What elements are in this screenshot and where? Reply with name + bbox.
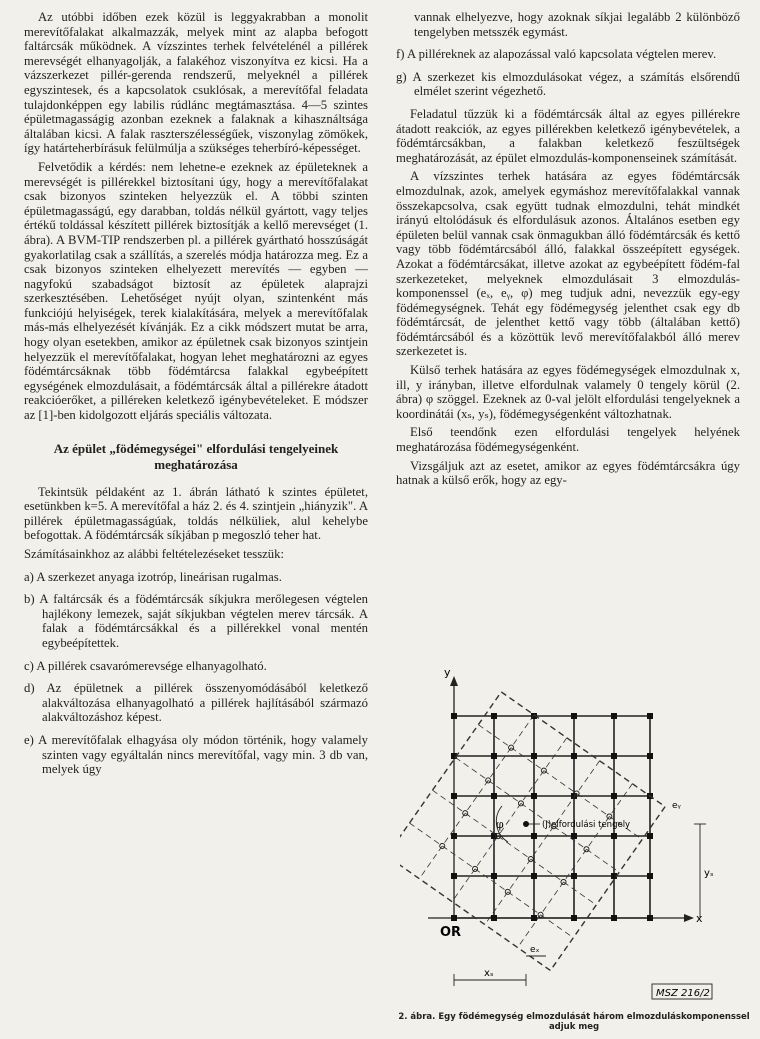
list-item: b) A faltárcsák és a födémtárcsák síkjukra merőlegesen végtelen hajlékony lemezek, saját síkjukban végtelen merev tárcsák. A falak a födémtárcsákkal és a pillérekkel vonal mentén egybeépítettek. <box>24 592 368 650</box>
list-item: a) A szerkezet anyaga izotróp, lineárisan rugalmas. <box>24 569 282 584</box>
y-axis-arrow <box>450 676 458 686</box>
ey-label: eᵧ <box>672 801 681 811</box>
xs-label: xₛ <box>484 968 494 979</box>
paragraph: Első teendőnk ezen elfordulási tengelyek helyének meghatározása födémegységenként. <box>396 425 740 455</box>
right-column <box>396 10 740 492</box>
original-slab-grid <box>454 716 650 918</box>
rotated-nodes <box>439 744 613 918</box>
paragraph: vannak elhelyezve, hogy azoknak síkjai legalább 2 különböző tengelyben metsszék egymást. <box>414 10 740 39</box>
origin-label: OR <box>440 925 462 940</box>
figure-caption: 2. ábra. Egy födémegység elmozdulását három elmozduláskomponenssel adjuk meg <box>398 1012 750 1032</box>
x-axis-label: x <box>696 912 703 925</box>
rotation-axis-label: (J)elfordulási tengely <box>542 820 631 830</box>
paragraph: Az utóbbi időben ezek közül is leggyakrabban a monolit merevítőfalakat alkalmazzák, melyek mint az alapba befogott faltárcsák működnek. A vízszintes terhek felvételénél a pillérek merevségét elhanyagolják, a falakéhoz viszonyítva ez kicsi. Ha a vázszerkezet pillér-gerenda rendszerű, melyeknél a pillérek egyszintesek, és a kapcsolatok csuklósak, a merevítőfal feladata tulajdonképpen egy labilis rúdlánc megtámasztása. 4—5 szintes épületmagasságig azonban ezeknek a falaknak a kihasználtsága általában kicsi. A falak raszterszélességűek, viszonylag zömökek, így határteherbírásuk felülmúlja a szükséges teherbíró-képességet. <box>24 10 368 156</box>
list-item: f) A pilléreknek az alapozással való kapcsolata végtelen merev. <box>396 47 717 62</box>
list-item: e) A merevítőfalak elhagyása oly módon történik, hogy valamely szinten vagy egyáltalán nincs merevítőfal, vagy min. 3 db van, melyek úgy <box>24 732 368 777</box>
paragraph: Felvetődik a kérdés: nem lehetne-e ezeknek az épületeknek a merevségét is pillérekkel biztosítani úgy, hogy a merevítőfalakat csak bizonyos szinteken helyezzük el. A többi szinten épületmagasságú, egy darabban, toldás nélkül gyártott, vagy teljes értékű toldással készített pillérek biztosítják a kellő merevséget (1. ábra). A BVM-TIP rendszerben pl. a pillérek gyártható hosszúságát gyakorlatilag csak a szállítás, a szerelés módja határozza meg. Ez a csak bizonyos szinteken elhelyezett merevítés — egyben — nagyfokú szabadságot biztosít az épületek alaprajzi szerkesztésében. Lehetőséget nyújt olyan, szintenként más funkciójú helyiségek, terek kialakítására, melyek a merevítőfalak más-más elhelyezését kívánják. Ez a cikk módszert mutat be arra, hogy olyan esetekben, amikor az épületnek csak bizonyos szintjein helyezzük el merevítőfalakat, hogyan lehet meghatározni az egyes födémtárcsáknak több födémtárcsa falakkal egybeépített egységének elmozdulásait, a födémtárcsák által a pillérekre átadott reakcióerőket, a pilléreken keletkező igénybevételeket. E módszer az [1]-ben kidolgozott eljárás speciális változata. <box>24 159 368 423</box>
section-heading: Az épület „födémegységei" elfordulási tengelyeinek meghatározása <box>53 440 339 472</box>
ex-label: eₓ <box>530 945 540 955</box>
paragraph: Tekintsük példaként az 1. ábrán látható k szintes épületet, esetünkben k=5. A merevítőfal a ház 2. és 4. szintjein „hiányzik". A pillérek épületmagasságúak, toldás nélküliek, alul kehelybe befogottak. A födémtárcsák síkjában p megoszló teher hat. <box>24 484 368 543</box>
figure-2-diagram <box>400 656 744 1028</box>
paragraph: Külső terhek hatására az egyes födémegységek elmozdulnak x, ill, y irányban, illetve elfordulnak valamely 0 tengely körül (2. ábra) φ szöggel. Ezeknek az 0-val jelölt elfordulási tengelyeknek a koordinátái (xₛ, yₛ), födémegységenként változhatnak. <box>396 363 740 421</box>
left-column <box>24 10 368 785</box>
list-item: g) A szerkezet kis elmozdulásokat végez, a számítás elsőrendű elmélet szerint végezhető. <box>396 69 740 99</box>
list-item: c) A pillérek csavarómerevsége elhanyagolható. <box>24 658 267 673</box>
list-item: d) Az épületnek a pillérek összenyomódásából keletkező alakváltozása elhanyagolható a pillérek hajlításából származó alakváltozáshoz képest. <box>24 681 368 725</box>
paragraph: Feladatul tűzzük ki a födémtárcsák által az egyes pillérekre átadott reakciók, az egyes pillérekben keletkező igénybevételek, a födémtárcsákban, a falakban keletkező feszültségek meghatározását, az épület elmozdulás-komponenseinek számítását. <box>396 106 740 165</box>
column-nodes <box>451 713 653 921</box>
paragraph: Számításainkhoz az alábbi feltételezéseket tesszük: <box>24 547 284 561</box>
paragraph: A vízszintes terhek hatására az egyes födémtárcsák elmozdulnak, azok, amelyek egymáshoz merevítőfalakkal vannak összekapcsolva, csak együtt tudnak elmozdulni, tehát mindkét irányú eltolódásuk és elfordulásuk azonos. Általános esetben egy épületen belül vannak csak önmagukban álló födémtárcsák és kettő vagy több födémtárcsából álló, falakkal összeépített egységek. Azokat a födémtárcsákat, illetve azokat az egybeépített födém-fal szerkezeteket, melyeknek elmozdulásait 3 elmozdulás-komponenssel (eₓ, eᵧ, φ) meg tudjuk adni, nevezzük egy-egy födémegységnek. Tehát egy födémegység jelenthet csak egy db födémtárcsát, de jelenthet kettő vagy több (általában kettő) födémtárcsából és a közöttük levő merevítőfalakból álló merev szerkezetet is. <box>396 169 740 359</box>
phi-label: φ <box>496 818 504 831</box>
paragraph: Vizsgáljuk azt az esetet, amikor az egyes födémtárcsákra úgy hatnak a külső erők, hogy az egy- <box>396 458 740 488</box>
figure-stamp: MSZ 216/2 <box>656 988 710 999</box>
y-axis-label: y <box>444 666 451 679</box>
x-axis-arrow <box>684 914 694 922</box>
ys-label: yₛ <box>704 868 714 879</box>
